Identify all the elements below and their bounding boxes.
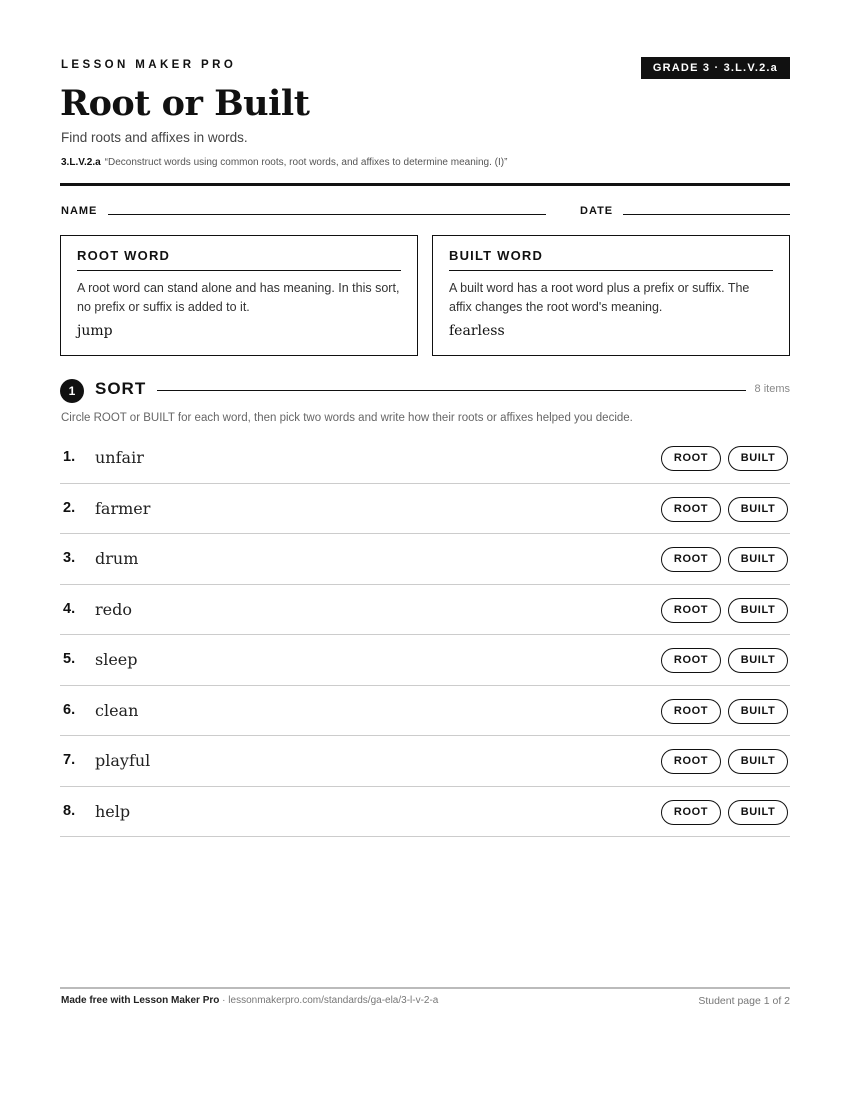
item-count: 8 items	[754, 383, 790, 395]
root-choice-button[interactable]: ROOT	[661, 446, 721, 471]
standard-statement	[61, 157, 507, 168]
item-number: 2.	[63, 499, 76, 516]
item-number: 3.	[63, 550, 76, 566]
sort-item	[60, 787, 790, 838]
built-choice-button[interactable]: BUILT	[728, 648, 788, 673]
definition-heading: BUILT WORD	[449, 248, 773, 271]
built-word-definition-box	[432, 235, 790, 356]
root-choice-button[interactable]: ROOT	[661, 598, 721, 623]
sort-item	[60, 736, 790, 787]
date-label: DATE	[580, 205, 614, 217]
sort-item	[60, 433, 790, 484]
sort-instructions: Circle ROOT or BUILT for each word, then pick two words and write how their roots or affixes helped you decide.	[61, 412, 633, 424]
built-choice-button[interactable]: BUILT	[728, 446, 788, 471]
header-divider	[60, 183, 790, 186]
root-choice-button[interactable]: ROOT	[661, 648, 721, 673]
footer-divider	[60, 987, 790, 989]
built-choice-button[interactable]: BUILT	[728, 749, 788, 774]
built-choice-button[interactable]: BUILT	[728, 699, 788, 724]
item-number: 4.	[63, 600, 76, 617]
footer-separator: ·	[219, 995, 229, 1006]
built-choice-button[interactable]: BUILT	[728, 547, 788, 572]
date-field[interactable]	[623, 214, 790, 215]
sort-item	[60, 484, 790, 535]
section-divider	[157, 390, 746, 391]
worksheet-title: Root or Built	[60, 83, 310, 124]
footer-made-with: Made free with Lesson Maker Pro	[61, 995, 220, 1006]
section-title: SORT	[95, 379, 147, 398]
name-label: NAME	[61, 205, 98, 217]
built-choice-button[interactable]: BUILT	[728, 800, 788, 825]
sort-list	[60, 433, 790, 837]
root-choice-button[interactable]: ROOT	[661, 547, 721, 572]
item-word: sleep	[95, 650, 138, 669]
footer-url[interactable]: lessonmakerpro.com/standards/ga-ela/3-l-v-2-a	[228, 995, 439, 1006]
root-choice-button[interactable]: ROOT	[661, 749, 721, 774]
root-word-definition-box	[60, 235, 418, 356]
item-word: farmer	[95, 498, 151, 518]
item-word: drum	[95, 549, 139, 568]
item-number: 1.	[63, 449, 76, 465]
item-number: 6.	[63, 701, 76, 718]
sort-item	[60, 635, 790, 686]
item-number: 7.	[63, 752, 76, 768]
standard-text: “Deconstruct words using common roots, root words, and affixes to determine meaning. (I)”	[104, 157, 508, 168]
item-number: 8.	[63, 802, 76, 819]
item-word: redo	[95, 599, 132, 619]
sort-item	[60, 686, 790, 737]
definition-example: jump	[77, 323, 113, 339]
definition-example: fearless	[449, 323, 505, 339]
sort-item	[60, 534, 790, 585]
definition-text: A built word has a root word plus a prefix or suffix. The affix changes the root word's meaning.	[449, 281, 750, 314]
worksheet-subtitle: Find roots and affixes in words.	[61, 130, 248, 145]
built-choice-button[interactable]: BUILT	[728, 497, 788, 522]
item-word: unfair	[95, 448, 144, 467]
footer-credit	[61, 995, 438, 1006]
item-word: clean	[95, 700, 139, 720]
step-number-badge: 1	[60, 379, 84, 403]
sort-item	[60, 585, 790, 636]
definition-heading: ROOT WORD	[77, 248, 401, 271]
root-choice-button[interactable]: ROOT	[661, 800, 721, 825]
sort-section-header	[60, 378, 790, 402]
built-choice-button[interactable]: BUILT	[728, 598, 788, 623]
item-word: help	[95, 801, 131, 821]
item-word: playful	[95, 751, 151, 770]
item-number: 5.	[63, 651, 76, 667]
grade-badge: GRADE 3 · 3.L.V.2.a	[641, 57, 790, 79]
definition-text: A root word can stand alone and has meaning. In this sort, no prefix or suffix is added to it.	[77, 281, 400, 314]
root-choice-button[interactable]: ROOT	[661, 699, 721, 724]
name-field[interactable]	[108, 214, 546, 215]
standard-code: 3.L.V.2.a	[61, 157, 101, 168]
brand-name: LESSON MAKER PRO	[61, 59, 237, 71]
root-choice-button[interactable]: ROOT	[661, 497, 721, 522]
worksheet-header	[61, 57, 790, 79]
page-indicator: Student page 1 of 2	[698, 995, 790, 1007]
